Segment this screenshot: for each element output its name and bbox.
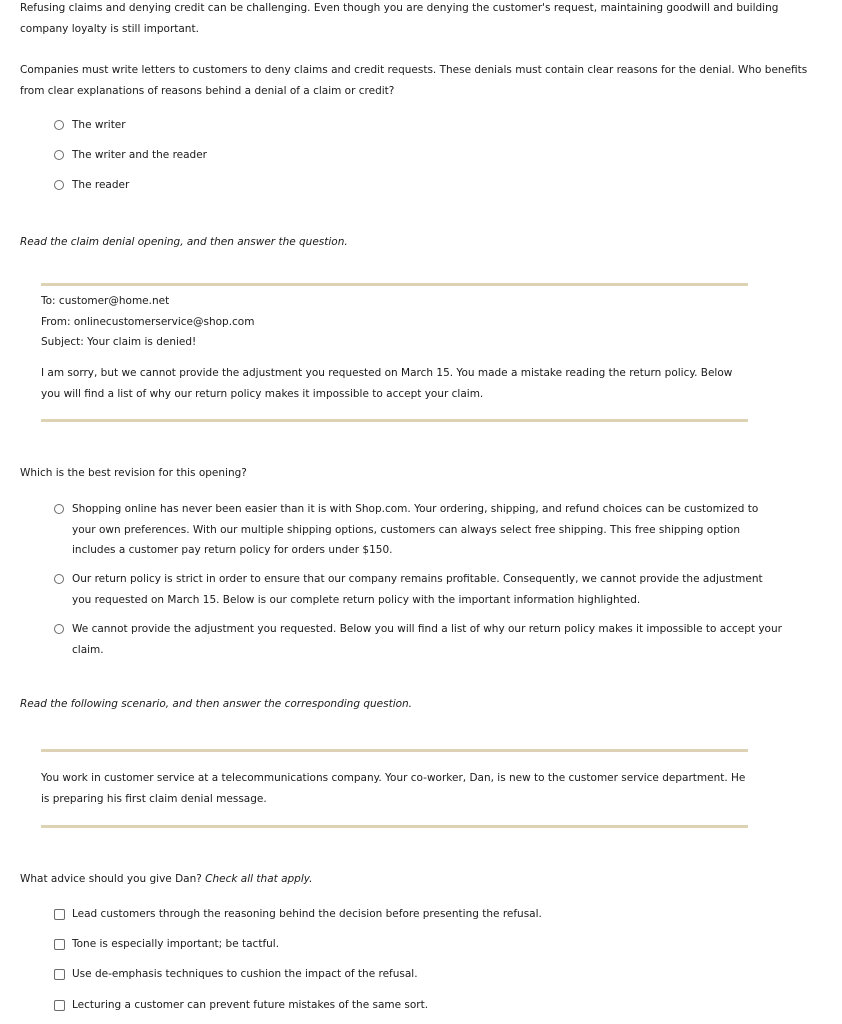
option-label: Tone is especially important; be tactful.: [72, 938, 280, 950]
radio-button[interactable]: [54, 624, 64, 634]
divider-bottom-scenario: [41, 825, 748, 828]
option-label: Lead customers through the reasoning behind the decision before presenting the refusal.: [72, 908, 542, 920]
instruction-scenario: Read the following scenario, and then answer the corresponding question.: [20, 698, 413, 710]
email-subject: Subject: Your claim is denied!: [41, 336, 197, 348]
radio-button[interactable]: [54, 504, 64, 514]
radio-button[interactable]: [54, 120, 64, 130]
option-label: The writer: [72, 119, 126, 131]
radio-button[interactable]: [54, 150, 64, 160]
scenario-text: You work in customer service at a telecommunications company. Your co-worker, Dan, is new to the customer service department. He is preparing his first claim denial message.: [41, 772, 746, 805]
radio-button[interactable]: [54, 574, 64, 584]
option-label: Use de-emphasis techniques to cushion the impact of the refusal.: [72, 968, 418, 980]
option-label: Lecturing a customer can prevent future mistakes of the same sort.: [72, 999, 429, 1011]
email-to: To: customer@home.net: [41, 295, 170, 307]
instruction-claim-opening: Read the claim denial opening, and then answer the question.: [20, 236, 348, 248]
question-3-prompt: [20, 869, 810, 890]
checkbox[interactable]: [54, 909, 65, 920]
question-2-prompt: Which is the best revision for this opening?: [20, 467, 247, 479]
checkbox[interactable]: [54, 939, 65, 950]
email-body: I am sorry, but we cannot provide the adjustment you requested on March 15. You made a mistake reading the return policy. Below you will find a list of why our return policy makes it impossible to accept your claim.: [41, 367, 733, 400]
divider-bottom-email: [41, 419, 748, 422]
radio-button[interactable]: [54, 180, 64, 190]
email-from: From: onlinecustomerservice@shop.com: [41, 316, 255, 328]
checkbox[interactable]: [54, 969, 65, 980]
option-label: The reader: [72, 179, 130, 191]
question-3-text: What advice should you give Dan?: [20, 873, 202, 885]
question-1-prompt: Companies must write letters to customers to deny claims and credit requests. These denials must contain clear reasons for the denial. Who benefits from clear explanations of reasons behind a denial of a claim or credit?: [20, 64, 808, 97]
option-label: The writer and the reader: [72, 149, 208, 161]
option-label: Our return policy is strict in order to ensure that our company remains profitable. Consequently, we cannot provide the adjustment you requested on March 15. Below is our complete return policy with the important information highlighted.: [72, 573, 763, 606]
option-label: We cannot provide the adjustment you requested. Below you will find a list of why our return policy makes it impossible to accept your claim.: [72, 623, 782, 656]
question-3-hint: Check all that apply.: [205, 873, 313, 885]
divider-top-email: [41, 283, 748, 286]
checkbox[interactable]: [54, 1000, 65, 1011]
divider-top-scenario: [41, 749, 748, 752]
intro-text: Refusing claims and denying credit can be challenging. Even though you are denying the customer's request, maintaining goodwill and building company loyalty is still important.: [20, 2, 779, 35]
option-label: Shopping online has never been easier than it is with Shop.com. Your ordering, shipping, and refund choices can be customized to your own preferences. With our multiple shipping options, customers can always select free shipping. This free shipping option includes a customer pay return policy for orders under $150.: [72, 503, 759, 556]
